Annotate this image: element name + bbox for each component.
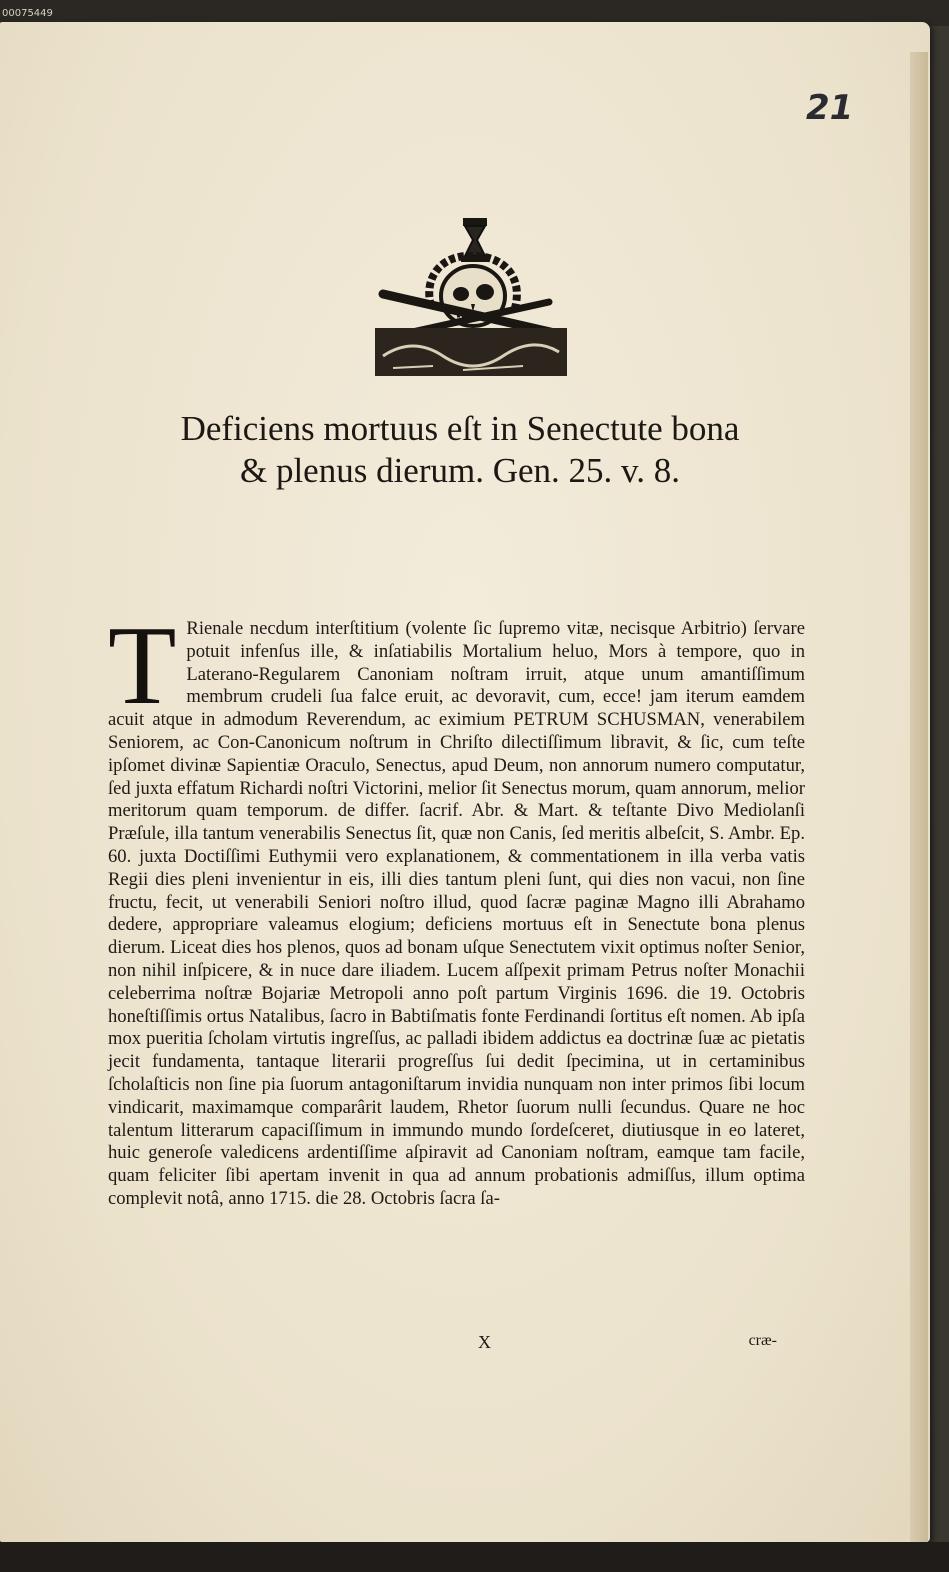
scan-id: 00075449 xyxy=(2,8,53,19)
signature-mark: X xyxy=(478,1332,491,1352)
body-text-block xyxy=(108,604,805,1211)
catchword: cræ- xyxy=(748,1332,777,1349)
scan-frame-bottom xyxy=(0,1542,949,1572)
title-line-1: Deficiens mortuus eſt in Senectute bona xyxy=(180,409,740,448)
skull-woodcut-ornament xyxy=(373,216,569,378)
page-footer xyxy=(108,1332,805,1356)
title-line-2: & plenus dierum. Gen. 25. v. 8. xyxy=(239,451,681,490)
page-edge xyxy=(910,52,928,1552)
drop-cap: T xyxy=(108,604,177,728)
folio-number: 21 xyxy=(806,88,854,128)
page-title xyxy=(120,408,800,492)
body-paragraph: Rienale necdum interſtitium (volente ſic ſupremo vitæ, necisque Arbitrio) ſervare potuit infenſus ille, & inſatiabilis Mortalium heluo, Mors à tempore, quo in Laterano-Regularem Canoniam noſtram irruit, atque unum amantiſſimum membrum crudeli ſua falce eruit, ac devoravit, cum, ecce! jam iterum eamdem acuit atque in admodum Reverendum, ac eximium PETRUM SCHUSMAN, venerabilem Seniorem, ac Con-Canonicum noſtrum in Chriſto dilectiſſimum libravit, & ſic, cum teſte ipſomet divinæ Sapientiæ Oraculo, Senectus, apud Deum, non annorum numero computatur, ſed juxta effatum Richardi noſtri Victorini, melior ſit Senectus morum, quam annorum, melior meritorum quam temporum. de differ. ſacrif. Abr. & Mart. & teſtante Divo Mediolanſi Præſule, illa tantum venerabilis Senectus ſit, quæ non Canis, ſed meritis albeſcit, S. Ambr. Ep. 60. juxta Doctiſſimi Euthymii vero explanationem, & commentationem in illa verba vatis Regii dies pleni invenientur in eis, illi dies tantum pleni ſunt, qui dies non vacui, non ſine fructu, fecit, ut venerabili Seniori noſtro illud, quod ſacræ paginæ Magno illi Abrahamo dedere, appropriare valeamus elogium; deficiens mortuus eſt in Senectute bona plenus dierum. Liceat dies hos plenos, quos ad bonam uſque Senectutem vixit optimus noſter Senior, non nihil inſpicere, & in nuce dare iliadem. Lucem aſſpexit primam Petrus noſter Monachii celeberrima noſtræ Bojariæ Metropoli anno poſt partum Virginis 1696. die 19. Octobris honeſtiſſimis ortus Natalibus, ſacro in Babtiſmatis fonte Ferdinandi ſortitus eſt nomen. Ab ipſa mox pueritia ſcholam virtutis ingreſſus, ac palladi ibidem addictus ea doctrinæ ſuæ ac pietatis jecit fundamenta, tantaque literarii progreſſus ſui dedit ſpecimina, ut in certaminibus ſcholaſticis non ſine pia ſuorum antagoniſtarum invidia nunquam non inter primos ſibi locum vindicarit, maximamque comparârit laudem, Rhetor ſuorum nulli ſecundus. Quare ne hoc talentum litterarum capaciſſimum in immundo mundo ſordeſceret, diutiusque in eo lateret, huic generoſe valedicens ardentiſſime aſpiravit ad Canoniam noſtram, eamque tam facile, quam feliciter ſibi apertam invenit in qua ad annum probationis admiſſus, illum optima complevit notâ, anno 1715. die 28. Octobris ſacra ſa- xyxy=(108,618,805,1209)
